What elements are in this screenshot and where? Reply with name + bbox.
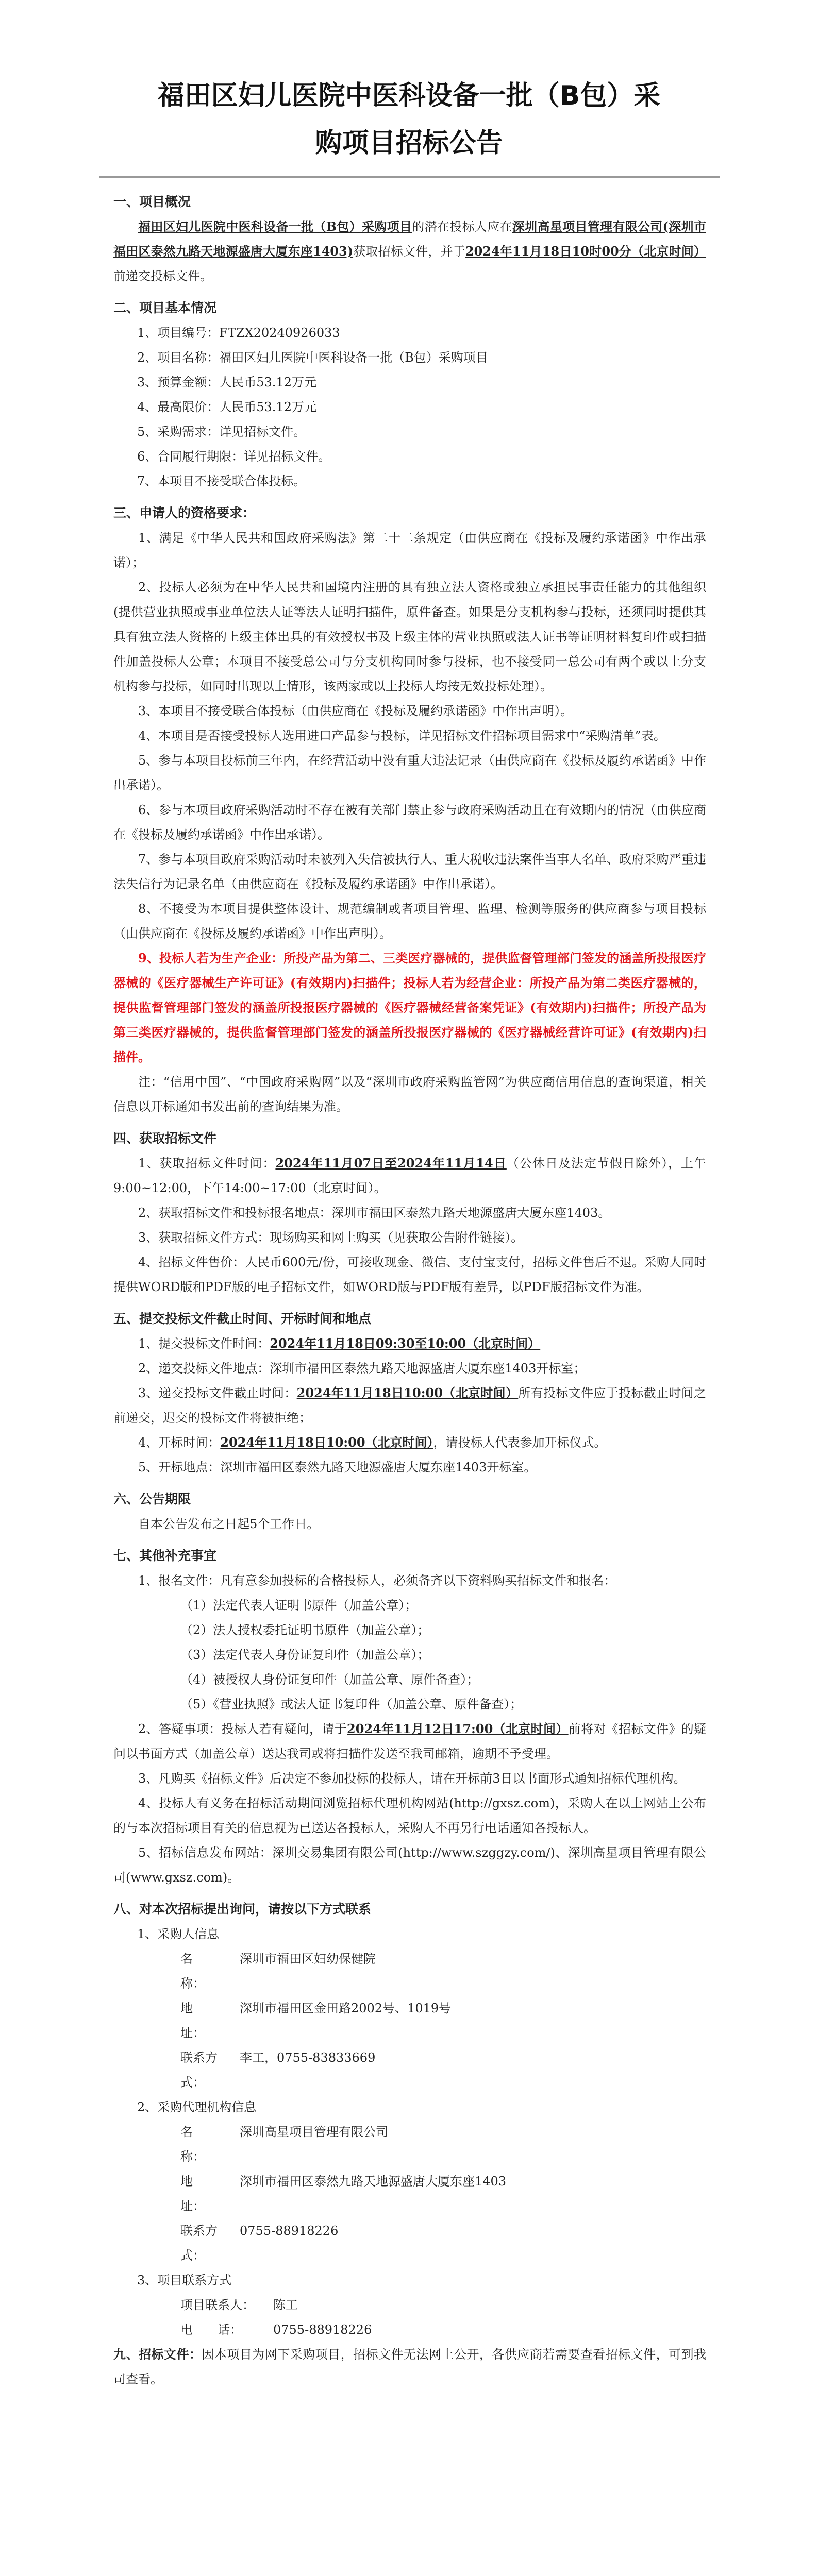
basic-info-item: 3、预算金额：人民币53.12万元 xyxy=(137,375,316,389)
qualification-item: 6、参与本项目政府采购活动时不存在被有关部门禁止参与政府采购活动且在有效期内的情况（由供应商在《投标及履约承诺函》中作出承诺）。 xyxy=(113,803,706,842)
contact-row xyxy=(180,2218,706,2268)
section-heading-overview: 一、项目概况 xyxy=(113,194,191,209)
agency-address-underlined: 深圳高星项目管理有限公司(深圳市福田区泰然九路天地源盛唐大厦东座1403) xyxy=(113,219,706,259)
qualification-item: 5、参与本项目投标前三年内，在经营活动中没有重大违法记录（由供应商在《投标及履约承诺函》中作出承诺）。 xyxy=(113,753,706,792)
questions-deadline-note: 前将对《招标文件》的疑问以书面方式（加盖公章）送达我司或将扫描件发送至我司邮箱，逾期不予受理。 xyxy=(113,1722,707,1761)
submission-deadline-label: 3、递交投标文件截止时间： xyxy=(138,1386,297,1400)
basic-info-item: 1、项目编号：FTZX20240926033 xyxy=(137,326,340,340)
basic-info-item: 7、本项目不接受联合体投标。 xyxy=(137,474,306,488)
submission-time-label: 1、提交投标文件时间： xyxy=(138,1336,270,1351)
opening-time-note: ，请投标人代表参加开标仪式。 xyxy=(433,1435,607,1450)
obtain-docs-price: 4、招标文件售价：人民币600元/份，可接收现金、微信、支付宝支付，招标文件售后不退。采购人同时提供WORD版和PDF版的电子招标文件，如WORD版与PDF版有差异，以PDF版招标文件为准。 xyxy=(113,1255,706,1294)
opening-location: 5、开标地点：深圳市福田区泰然九路天地源盛唐大厦东座1403开标室。 xyxy=(138,1460,537,1475)
contact-row xyxy=(180,1996,706,2045)
qualification-item: 3、本项目不接受联合体投标（由供应商在《投标及履约承诺函》中作出声明）。 xyxy=(138,704,573,718)
registration-doc-item: （1）法定代表人证明书原件（加盖公章）； xyxy=(180,1598,418,1613)
section-heading-obtain-docs: 四、获取招标文件 xyxy=(113,1131,217,1146)
opening-time-value: 2024年11月18日10:00（北京时间） xyxy=(220,1435,433,1450)
submission-time xyxy=(113,1331,706,1356)
basic-info-item: 4、最高限价：人民币53.12万元 xyxy=(137,400,316,414)
registration-docs: 1、报名文件：凡有意参加投标的合格投标人，必须备齐以下资料购买招标文件和报名： xyxy=(138,1573,616,1588)
registration-doc-item: （2）法人授权委托证明书原件（加盖公章）； xyxy=(180,1623,430,1637)
obtain-docs-time xyxy=(113,1151,706,1200)
website-duty-note: 4、投标人有义务在招标活动期间浏览招标代理机构网站(http://gxsz.com)，采购人在以上网站上公布的与本次招标项目有关的信息视为已送达各投标人，采购人不再另行电话通知各投标人。 xyxy=(113,1796,706,1835)
agency-info xyxy=(180,2120,706,2268)
obtain-docs-date-range: 2024年11月07日至2024年11月14日 xyxy=(275,1156,507,1171)
basic-info-item: 5、采购需求：详见招标文件。 xyxy=(137,425,306,439)
purchaser-info-title: 1、采购人信息 xyxy=(137,1927,220,1941)
submission-location: 2、递交投标文件地点：深圳市福田区泰然九路天地源盛唐大厦东座1403开标室； xyxy=(138,1361,586,1376)
qualification-item: 1、满足《中华人民共和国政府采购法》第二十二条规定（由供应商在《投标及履约承诺函》中作出承诺）； xyxy=(113,531,706,570)
purchaser-info xyxy=(180,1946,706,2095)
contact-value: 0755-88918226 xyxy=(240,2224,339,2238)
obtain-docs-method: 3、获取招标文件方式：现场购买和网上购买（见获取公告附件链接）。 xyxy=(138,1230,524,1245)
publication-websites: 5、招标信息发布网站：深圳交易集团有限公司(http://www.szggzy.com/)、深圳高星项目管理有限公司(www.gxsz.com)。 xyxy=(113,1845,706,1885)
contact-key: 联系方式： xyxy=(180,2050,218,2090)
registration-doc-item: （3）法定代表人身份证复印件（加盖公章）； xyxy=(180,1648,430,1662)
project-contact-info xyxy=(180,2293,706,2342)
submission-time-value: 2024年11月18日09:30至10:00（北京时间） xyxy=(270,1336,541,1351)
obtain-docs-location: 2、获取招标文件和投标报名地点：深圳市福田区泰然九路天地源盛唐大厦东座1403。 xyxy=(138,1206,611,1220)
title-line-1: 福田区妇儿医院中医科设备一批（B包）采 xyxy=(157,80,661,111)
title-divider xyxy=(99,176,720,178)
contact-value: 李工，0755-83833669 xyxy=(240,2050,376,2065)
contact-row xyxy=(180,1946,706,1996)
contact-row xyxy=(180,2317,706,2342)
contact-value: 深圳市福田区金田路2002号、1019号 xyxy=(240,2001,452,2015)
section-heading-tender-docs: 九、招标文件： xyxy=(113,2347,202,2362)
contact-key: 地 址： xyxy=(180,2174,218,2213)
submission-deadline-value: 2024年11月18日10:00（北京时间） xyxy=(296,1385,519,1400)
contact-value: 陈工 xyxy=(273,2298,298,2312)
contact-value: 深圳市福田区妇幼保健院 xyxy=(240,1952,376,1966)
basic-info-item: 2、项目名称：福田区妇儿医院中医科设备一批（B包）采购项目 xyxy=(137,350,488,365)
tender-docs-text: 因本项目为网下采购项目，招标文件无法网上公开，各供应商若需要查看招标文件，可到我司查看。 xyxy=(113,2347,707,2386)
section-heading-other: 七、其他补充事宜 xyxy=(113,1548,217,1563)
project-contact-title: 3、项目联系方式 xyxy=(137,2273,232,2287)
questions-deadline-value: 2024年11月12日17:00（北京时间） xyxy=(347,1721,569,1736)
opening-time-label: 4、开标时间： xyxy=(138,1435,221,1450)
contact-row xyxy=(180,2169,706,2218)
contact-row xyxy=(180,2120,706,2169)
opening-time xyxy=(113,1430,706,1455)
qualification-item-medical-device: 9、投标人若为生产企业：所投产品为第二、三类医疗器械的，提供监督管理部门签发的涵盖所投报医疗器械的《医疗器械生产许可证》(有效期内)扫描件；投标人若为经营企业：所投产品为第二类医疗器械的，提供监督管理部门签发的涵盖所投报医疗器械的《医疗器械经营备案凭证》(有效期内)扫描件；所投产品为第三类医疗器械的，提供监督管理部门签发的涵盖所投报医疗器械的《医疗器械经营许可证》(有效期内)扫描件。 xyxy=(113,951,706,1064)
contact-value: 深圳市福田区泰然九路天地源盛唐大厦东座1403 xyxy=(240,2174,507,2189)
contact-key: 项目联系人： xyxy=(180,2298,255,2312)
contact-key: 地 址： xyxy=(180,2001,218,2040)
submission-deadline-note: 所有投标文件应于投标截止时间之前递交，迟交的投标文件将被拒绝； xyxy=(113,1386,707,1425)
deadline-underlined: 2024年11月18日10时00分（北京时间） xyxy=(465,244,707,259)
qualification-item: 8、不接受为本项目提供整体设计、规范编制或者项目管理、监理、检测等服务的供应商参与项目投标（由供应商在《投标及履约承诺函》中作出声明）。 xyxy=(113,902,706,941)
period-text: 自本公告发布之日起5个工作日。 xyxy=(138,1517,320,1531)
page-title xyxy=(72,72,746,167)
section-heading-basic-info: 二、项目基本情况 xyxy=(113,300,217,315)
obtain-docs-time-label: 1、获取招标文件时间： xyxy=(138,1156,276,1171)
qualification-item: 2、投标人必须为在中华人民共和国境内注册的具有独立法人资格或独立承担民事责任能力的其他组织(提供营业执照或事业单位法人证等法人证明扫描件，原件备查。如果是分支机构参与投标，还须同时提供其具有独立法人资格的上级主体出具的有效授权书及上级主体的营业执照或法人证书等证明材料复印件或扫描件加盖投标人公章；本项目不接受总公司与分支机构同时参与投标，也不接受同一总公司有两个或以上分支机构参与投标，如同时出现以上情形，该两家或以上投标人均按无效投标处理）。 xyxy=(113,580,706,693)
project-name-underlined: 福田区妇儿医院中医科设备一批（B包）采购项目 xyxy=(138,219,412,234)
contact-key: 电 话： xyxy=(180,2323,242,2337)
contact-key: 联系方式： xyxy=(180,2224,218,2263)
tender-docs-note xyxy=(113,2342,706,2392)
agency-info-title: 2、采购代理机构信息 xyxy=(137,2100,257,2114)
contact-value: 深圳高星项目管理有限公司 xyxy=(240,2125,388,2139)
qualification-item: 4、本项目是否接受投标人选用进口产品参与投标，详见招标文件招标项目需求中“采购清单”表。 xyxy=(138,728,666,743)
questions-deadline xyxy=(113,1717,706,1766)
registration-doc-item: （5）《营业执照》或法人证书复印件（加盖公章、原件备查）； xyxy=(180,1697,523,1711)
section-heading-period: 六、公告期限 xyxy=(113,1492,191,1506)
overview-text-2: 获取招标文件，并于 xyxy=(353,244,465,259)
section-heading-contacts: 八、对本次招标提出询问，请按以下方式联系 xyxy=(113,1902,372,1917)
submission-deadline xyxy=(113,1381,706,1430)
registration-doc-item: （4）被授权人身份证复印件（加盖公章、原件备查）； xyxy=(180,1672,479,1687)
overview-text-1: 的潜在投标人应在 xyxy=(412,219,512,234)
obtain-docs-time-hours: （公休日及法定节假日除外），上午9:00~12:00，下午14:00~17:00（北京时间）。 xyxy=(113,1156,707,1195)
title-line-2: 购项目招标公告 xyxy=(315,128,503,159)
contact-value: 0755-88918226 xyxy=(273,2323,372,2337)
qualification-note: 注：“信用中国”、“中国政府采购网”以及“深圳市政府采购监管网”为供应商信用信息的查询渠道，相关信息以开标通知书发出前的查询结果为准。 xyxy=(113,1075,706,1114)
withdrawal-note: 3、凡购买《招标文件》后决定不参加投标的投标人，请在开标前3日以书面形式通知招标代理机构。 xyxy=(138,1771,686,1786)
announcement-body xyxy=(113,190,706,2392)
questions-deadline-label: 2、答疑事项：投标人若有疑问，请于 xyxy=(138,1722,347,1736)
section-heading-qualifications: 三、申请人的资格要求： xyxy=(113,505,256,520)
contact-key: 名 称： xyxy=(180,2125,218,2164)
section-heading-submission: 五、提交投标文件截止时间、开标时间和地点 xyxy=(113,1311,372,1326)
contact-row xyxy=(180,2045,706,2095)
overview-text-3: 前递交投标文件。 xyxy=(113,269,212,283)
basic-info-item: 6、合同履行期限：详见招标文件。 xyxy=(137,449,331,464)
contact-row xyxy=(180,2293,706,2317)
qualification-item: 7、参与本项目政府采购活动时未被列入失信被执行人、重大税收违法案件当事人名单、政府采购严重违法失信行为记录名单（由供应商在《投标及履约承诺函》中作出承诺）。 xyxy=(113,852,706,891)
overview-paragraph xyxy=(113,214,706,289)
contact-key: 名 称： xyxy=(180,1952,218,1991)
